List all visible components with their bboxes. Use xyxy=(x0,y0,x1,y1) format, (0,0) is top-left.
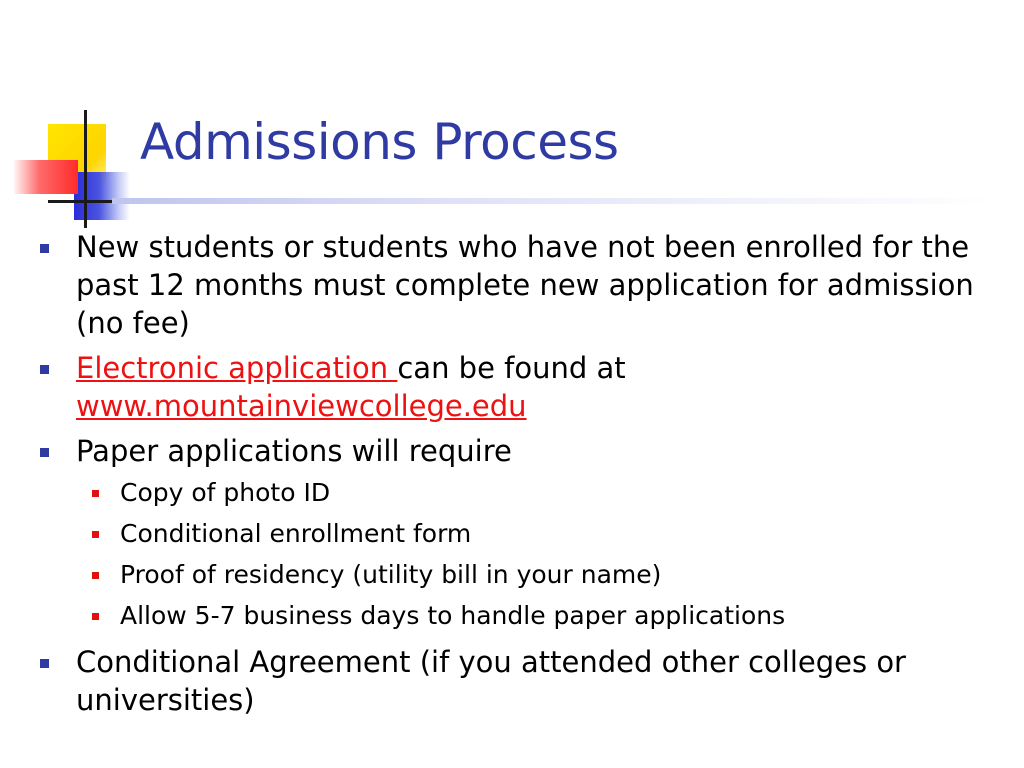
sub-bullet-text: Allow 5-7 business days to handle paper applications xyxy=(120,601,786,630)
electronic-application-link[interactable]: Electronic application xyxy=(76,351,398,385)
bullet-item-conditional-agreement xyxy=(36,643,1004,719)
decorative-blue-square xyxy=(74,172,130,220)
bullet-item-new-students xyxy=(36,228,1004,342)
sub-bullet-item xyxy=(76,556,1004,594)
sub-bullet-list xyxy=(76,474,1004,635)
square-bullet-icon xyxy=(40,365,49,374)
bullet-text: Paper applications will require xyxy=(76,434,512,468)
square-bullet-icon xyxy=(40,659,49,668)
sub-bullet-item xyxy=(76,597,1004,635)
bullet-text: New students or students who have not been enrolled for the past 12 months must complete new application for admission (no fee) xyxy=(76,230,974,340)
slide-title: Admissions Process xyxy=(140,113,619,171)
bullet-list xyxy=(36,228,1004,726)
sub-bullet-text: Conditional enrollment form xyxy=(120,519,472,548)
small-square-bullet-icon xyxy=(92,490,99,497)
sub-bullet-item xyxy=(76,474,1004,512)
bullet-text: can be found at xyxy=(397,351,626,385)
title-underline-rule xyxy=(112,198,992,204)
square-bullet-icon xyxy=(40,448,49,457)
small-square-bullet-icon xyxy=(92,613,99,620)
square-bullet-icon xyxy=(40,244,49,253)
bullet-item-electronic-application xyxy=(36,349,1004,425)
college-website-link[interactable]: www.mountainviewcollege.edu xyxy=(76,389,527,423)
decorative-vertical-line xyxy=(84,110,87,228)
sub-bullet-item xyxy=(76,515,1004,553)
decorative-red-bar xyxy=(14,160,78,194)
small-square-bullet-icon xyxy=(92,572,99,579)
sub-bullet-text: Proof of residency (utility bill in your name) xyxy=(120,560,662,589)
small-square-bullet-icon xyxy=(92,531,99,538)
bullet-text: Conditional Agreement (if you attended other colleges or universities) xyxy=(76,645,906,717)
bullet-item-paper-applications xyxy=(36,432,1004,635)
sub-bullet-text: Copy of photo ID xyxy=(120,478,331,507)
